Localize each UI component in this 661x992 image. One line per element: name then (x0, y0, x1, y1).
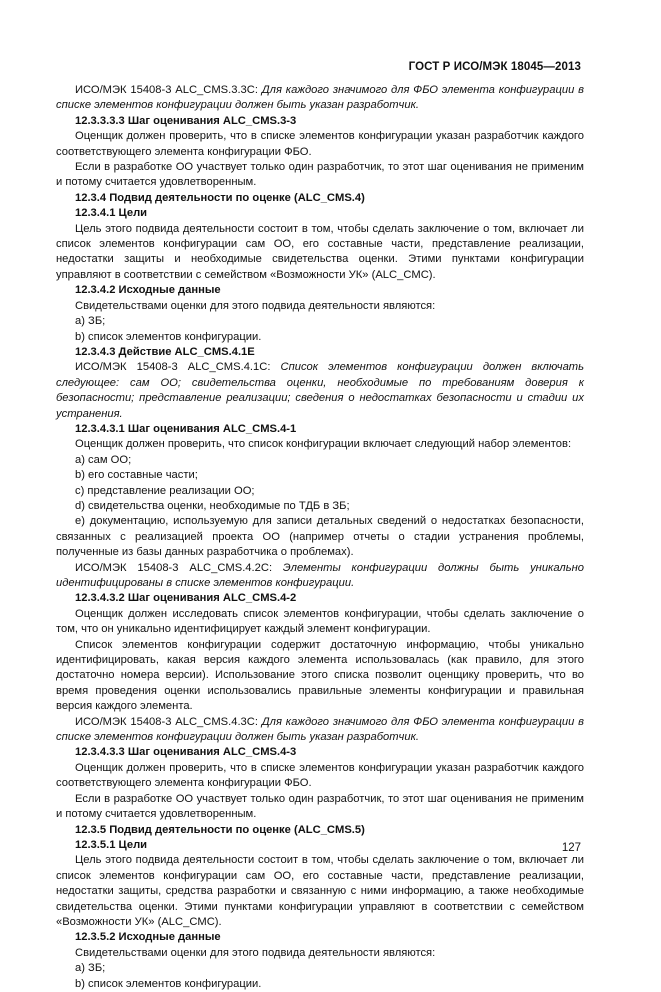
requirement-text: Для каждого значимого для ФБО элемента конфигурации в списке элементов конфигурации должен быть указан разработчик. (56, 715, 584, 744)
paragraph: Свидетельствами оценки для этого подвида деятельности являются: (75, 946, 436, 959)
requirement-text: Список элементов конфигурации должен включать следующее: сам ОО; свидетельства оценки, необходимые по требованиям доверия к безопасности; представление реализации; сведения о недостатках безопасности и стадии их устранения. (56, 361, 584, 420)
requirement-ref: ИСО/МЭК 15408-3 ALC_CMS.3.3C: (75, 84, 262, 96)
section-heading: 12.3.4.2 Исходные данные (75, 284, 221, 297)
paragraph: Если в разработке ОО участвует только один разработчик, то этот шаг оценивания не применим и потому считается удовлетворенным. (56, 792, 584, 821)
paragraph: Цель этого подвида деятельности состоит в том, чтобы сделать заключение о том, включает ли список элементов конфигурации сам ОО, его составные части, представление реализации, недостатки защиты и необходимые свидетельства оценки. Этими пунктами конфигурации управляют в соответствии с семейством «Возможности УК» (ALC_CMC). (56, 222, 584, 281)
list-item: e) документацию, используемую для записи детальных сведений о недостатках безопасности, связанных с реализацией проекта ОО (например отчеты о стадии устранения проблемы, полученные из базы данных разработчика о проблемах). (56, 515, 584, 559)
section-heading: 12.3.3.3.3 Шаг оценивания ALC_CMS.3-3 (75, 114, 297, 127)
requirement-ref: ИСО/МЭК 15408-3 ALC_CMS.4.2C: (75, 561, 283, 574)
paragraph: Оценщик должен исследовать список элементов конфигурации, чтобы сделать заключение о том, что он уникально идентифицирует каждый элемент конфигурации. (56, 607, 584, 636)
section-heading: 12.3.4.1 Цели (75, 207, 148, 220)
requirement-paragraph (56, 561, 584, 592)
section-heading: 12.3.5.2 Исходные данные (75, 931, 221, 944)
list-item: a) сам ОО; (75, 453, 132, 466)
list-item: a) ЗБ; (75, 315, 106, 328)
page-content (56, 83, 584, 992)
section-heading: 12.3.5.1 Цели (75, 838, 148, 851)
requirement-text: Элементы конфигурации должны быть уникально идентифицированы в списке элементов конфигурации. (56, 561, 584, 589)
section-heading: 12.3.4.3.1 Шаг оценивания ALC_CMS.4-1 (75, 422, 297, 435)
paragraph: Список элементов конфигурации содержит достаточную информацию, чтобы уникально идентифицировать, какая версия каждого элемента использовалась (как правило, для этого достаточно номера версии). Использование этого списка позволит оценщику проверить, что во время проведения оценки использовались правильные элементы конфигурации и правильная версия каждого элемента. (56, 638, 584, 713)
section-heading: 12.3.4.3.2 Шаг оценивания ALC_CMS.4-2 (75, 592, 297, 605)
paragraph: Оценщик должен проверить, что список конфигурации включает следующий набор элементов: (75, 438, 572, 451)
list-item: b) список элементов конфигурации. (75, 330, 262, 343)
requirement-paragraph (56, 715, 584, 746)
section-heading: 12.3.4 Подвид деятельности по оценке (ALC_CMS.4) (75, 191, 365, 204)
standard-header: ГОСТ Р ИСО/МЭК 18045—2013 (408, 61, 581, 73)
list-item: a) ЗБ; (75, 962, 106, 975)
requirement-ref: ИСО/МЭК 15408-3 ALC_CMS.4.1C: (75, 361, 281, 374)
list-item: b) его составные части; (75, 469, 198, 482)
list-item: b) список элементов конфигурации. (75, 977, 262, 990)
list-item: c) представление реализации ОО; (75, 484, 255, 497)
paragraph: Оценщик должен проверить, что в списке элементов конфигурации указан разработчик каждого соответствующего элемента конфигурации ФБО. (56, 130, 584, 158)
paragraph: Если в разработке ОО участвует только один разработчик, то этот шаг оценивания не применим и потому считается удовлетворенным. (56, 161, 584, 189)
requirement-text: Для каждого значимого для ФБО элемента конфигурации в списке элементов конфигурации должен быть указан разработчик. (56, 84, 584, 112)
requirement-paragraph (56, 83, 584, 114)
requirement-ref: ИСО/МЭК 15408-3 ALC_CMS.4.3C: (75, 715, 262, 728)
section-heading: 12.3.4.3 Действие ALC_CMS.4.1E (75, 345, 255, 358)
page-number: 127 (561, 842, 581, 854)
paragraph: Свидетельствами оценки для этого подвида деятельности являются: (75, 299, 436, 312)
paragraph: Оценщик должен проверить, что в списке элементов конфигурации указан разработчик каждого соответствующего элемента конфигурации ФБО. (56, 761, 584, 790)
requirement-paragraph (56, 360, 584, 422)
list-item: d) свидетельства оценки, необходимые по ТДБ в ЗБ; (75, 499, 350, 512)
section-heading: 12.3.5 Подвид деятельности по оценке (ALC_CMS.5) (75, 823, 365, 836)
paragraph: Цель этого подвида деятельности состоит в том, чтобы сделать заключение о том, включает ли список элементов конфигурации сам ОО, его составные части, представление реализации, недостатки защиты, средства разработки и связанную с ними информацию, а также необходимые свидетельства оценки. Этими пунктами конфигурации управляют в соответствии с семейством «Возможности УК» (ALC_CMC). (56, 854, 584, 928)
section-heading: 12.3.4.3.3 Шаг оценивания ALC_CMS.4-3 (75, 746, 297, 759)
